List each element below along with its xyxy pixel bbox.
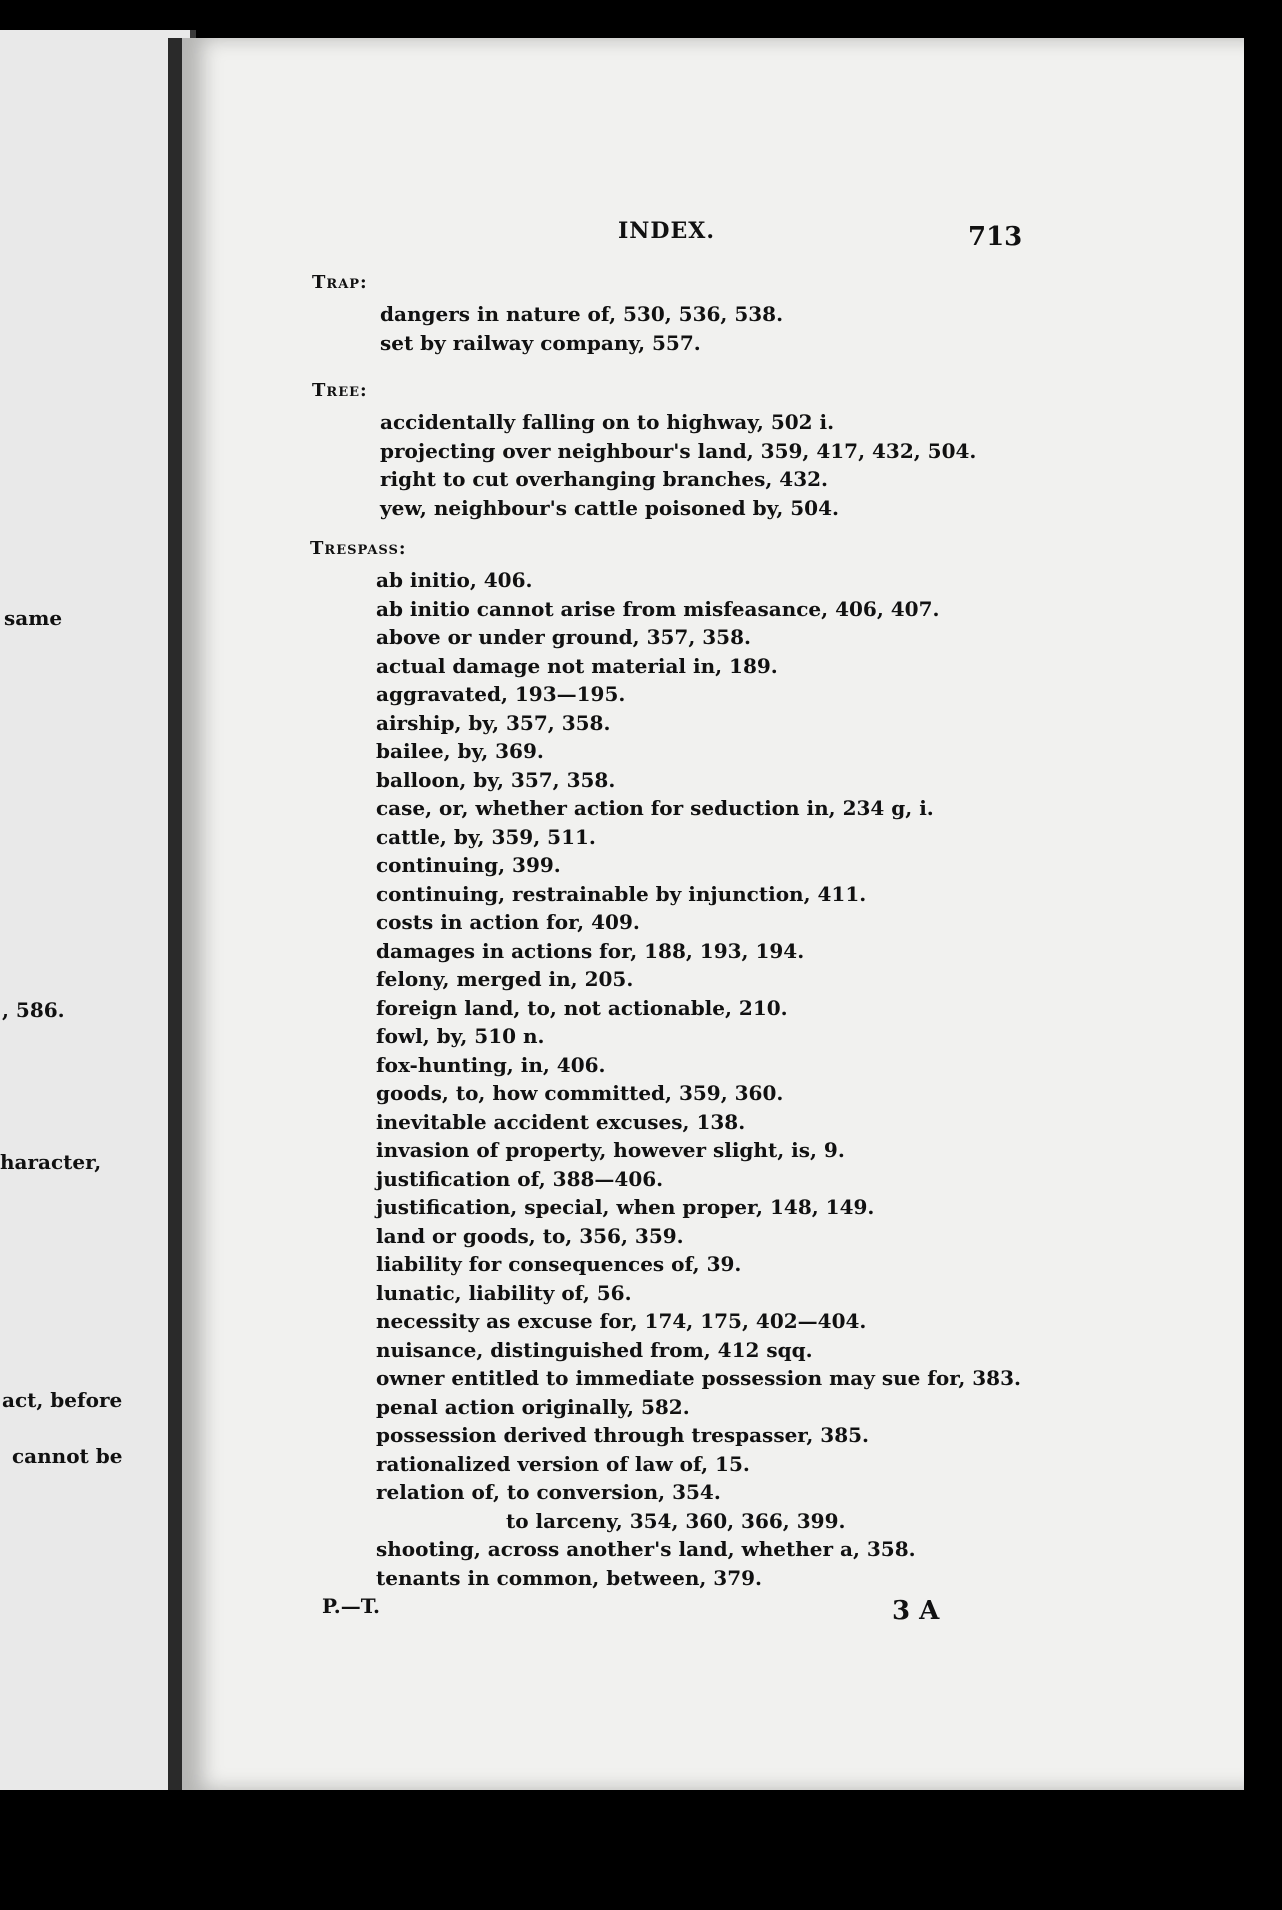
heading-trespass: Trespass: — [310, 538, 407, 559]
index-entry: set by railway company, 557. — [380, 330, 701, 355]
left-fragment: haracter, — [0, 1150, 102, 1174]
index-entry: projecting over neighbour's land, 359, 417, 432, 504. — [380, 438, 977, 463]
index-entry: ab initio, 406. — [376, 568, 533, 592]
index-entry: shooting, across another's land, whether a, 358. — [376, 1537, 916, 1561]
index-entry: justification of, 388—406. — [376, 1166, 664, 1191]
left-page — [0, 30, 196, 1790]
left-fragment: act, before — [2, 1388, 123, 1412]
index-entry: continuing, 399. — [376, 853, 561, 877]
index-entry: airship, by, 357, 358. — [376, 710, 611, 735]
index-entry: goods, to, how committed, 359, 360. — [376, 1081, 784, 1105]
index-entry: fox-hunting, in, 406. — [376, 1052, 606, 1077]
index-entry: right to cut overhanging branches, 432. — [380, 467, 829, 491]
index-entry: relation of, to conversion, 354. — [376, 1480, 721, 1504]
index-entry: felony, merged in, 205. — [376, 967, 634, 991]
index-entry: yew, neighbour's cattle poisoned by, 504. — [380, 495, 839, 520]
index-entry: cattle, by, 359, 511. — [376, 824, 596, 849]
index-entry: liability for consequences of, 39. — [376, 1252, 742, 1276]
index-entry: fowl, by, 510 n. — [376, 1024, 545, 1048]
index-entry: tenants in common, between, 379. — [376, 1565, 763, 1590]
index-entry: dangers in nature of, 530, 536, 538. — [380, 302, 784, 326]
index-entry: aggravated, 193—195. — [376, 682, 626, 706]
index-subentry: to larceny, 354, 360, 366, 399. — [506, 1508, 846, 1533]
heading-tree: Tree: — [312, 380, 368, 401]
index-entry: foreign land, to, not actionable, 210. — [376, 995, 788, 1020]
left-fragment: same — [4, 606, 63, 630]
index-entry: balloon, by, 357, 358. — [376, 767, 616, 792]
index-entry: damages in actions for, 188, 193, 194. — [376, 938, 805, 963]
entries-trap — [380, 300, 783, 357]
entries-trespass — [376, 566, 1021, 1592]
page-number: 713 — [968, 222, 1023, 252]
footer-sheet-mark: 3 A — [892, 1596, 940, 1626]
footer-signature: P.—T. — [322, 1594, 380, 1618]
index-entry: case, or, whether action for seduction in, 234 g, i. — [376, 796, 934, 820]
index-entry: above or under ground, 357, 358. — [376, 625, 751, 649]
index-entry: actual damage not material in, 189. — [376, 653, 778, 678]
page-header: INDEX. — [618, 218, 715, 244]
index-entry: justification, special, when proper, 148, 149. — [376, 1195, 875, 1219]
index-entry: bailee, by, 369. — [376, 739, 544, 763]
entries-tree — [380, 408, 976, 522]
index-entry: continuing, restrainable by injunction, 411. — [376, 881, 867, 906]
index-entry: inevitable accident excuses, 138. — [376, 1109, 746, 1134]
left-fragment: , 586. — [2, 998, 65, 1022]
index-entry: rationalized version of law of, 15. — [376, 1451, 750, 1476]
index-entry: accidentally falling on to highway, 502 i. — [380, 410, 835, 434]
index-entry: lunatic, liability of, 56. — [376, 1280, 632, 1305]
index-entry: possession derived through trespasser, 385. — [376, 1423, 870, 1447]
heading-trap: Trap: — [312, 272, 368, 293]
index-entry: penal action originally, 582. — [376, 1394, 690, 1419]
index-entry: costs in action for, 409. — [376, 910, 640, 934]
index-entry: ab initio cannot arise from misfeasance, 406, 407. — [376, 596, 940, 621]
index-entry: land or goods, to, 356, 359. — [376, 1223, 684, 1248]
index-entry: necessity as excuse for, 174, 175, 402—404. — [376, 1309, 867, 1333]
index-entry: invasion of property, however slight, is, 9. — [376, 1138, 845, 1162]
index-entry: nuisance, distinguished from, 412 sqq. — [376, 1337, 813, 1362]
index-entry: owner entitled to immediate possession may sue for, 383. — [376, 1366, 1021, 1390]
left-fragment: cannot be — [12, 1444, 123, 1468]
